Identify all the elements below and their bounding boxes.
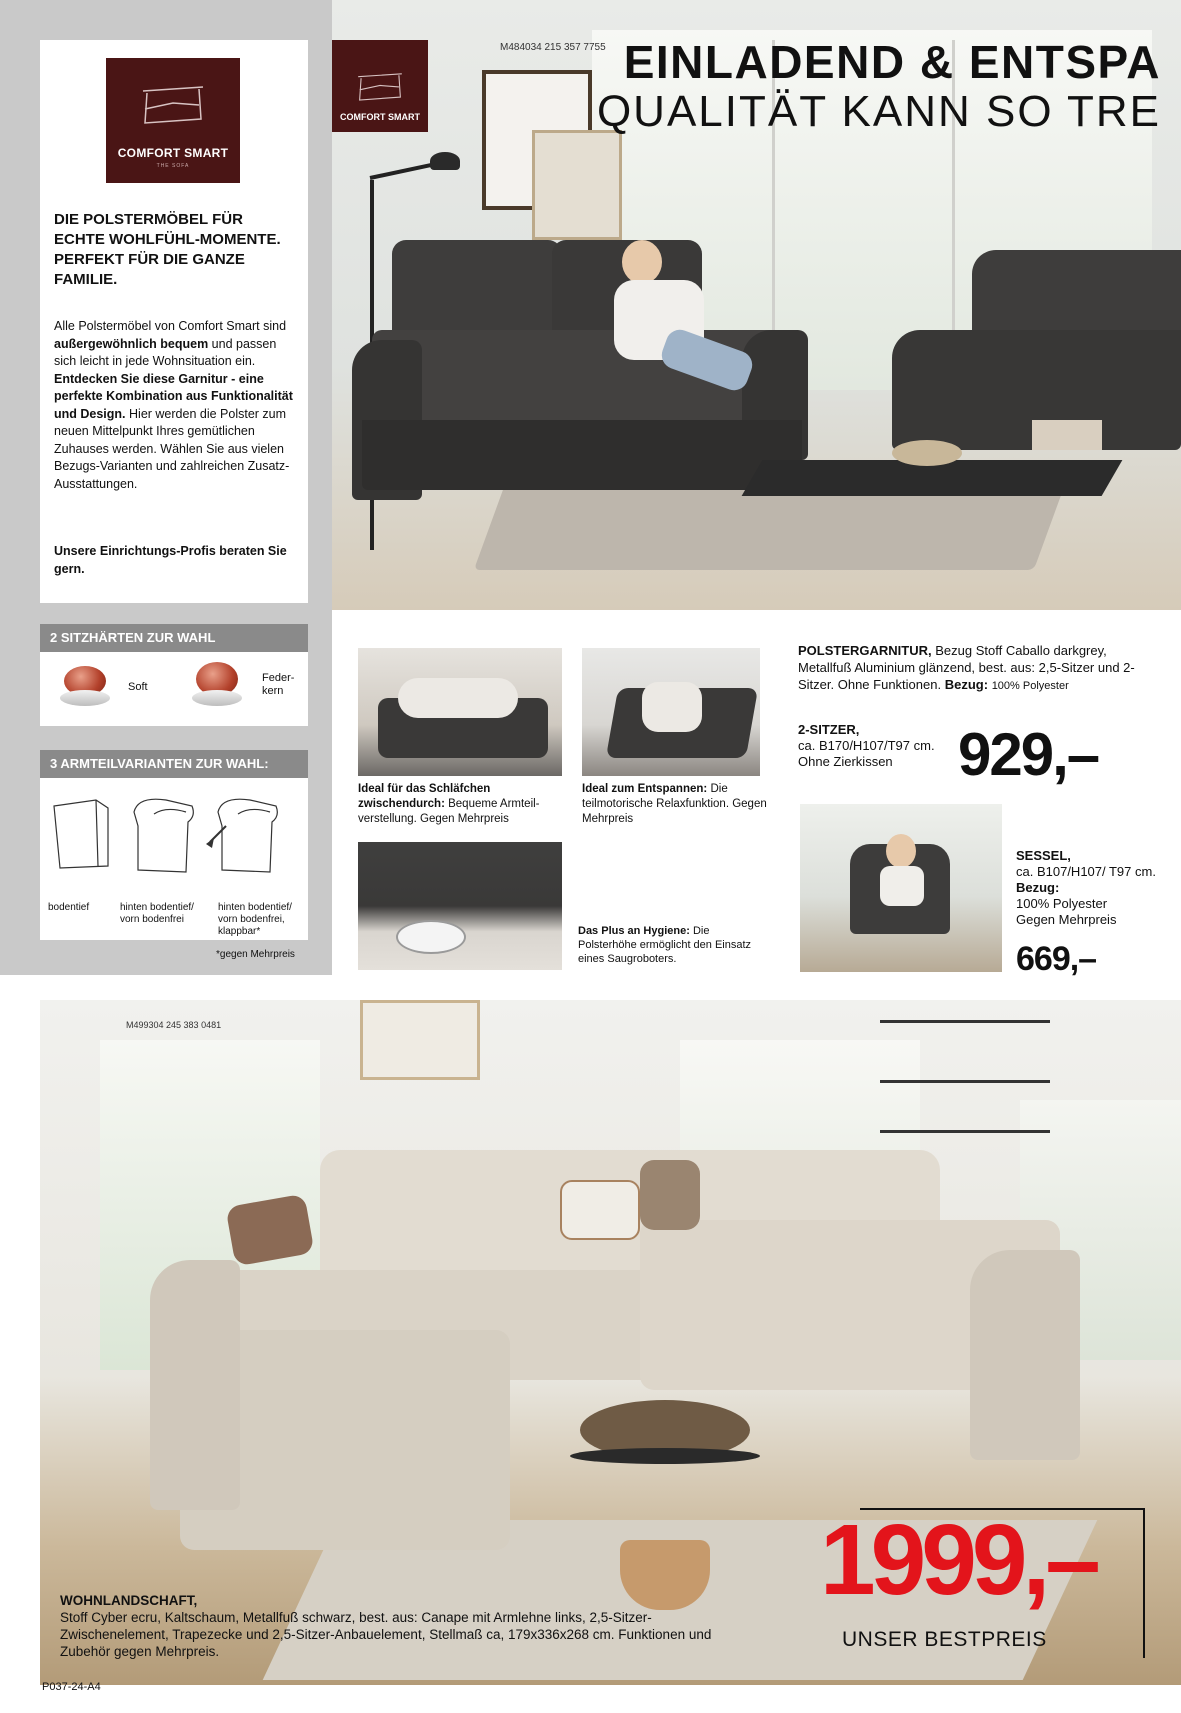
spring-label: Feder-kern	[262, 672, 295, 697]
sofa-logo-icon	[133, 79, 213, 134]
feature-photo-robot	[358, 842, 562, 970]
feature-photo-relax	[582, 648, 760, 776]
comfort-smart-logo	[106, 58, 240, 183]
armrest-options	[40, 778, 308, 940]
armrest-drawings-icon	[46, 786, 302, 876]
intro-cta: Unsere Einrichtungs-Profis beraten Sie gern.	[54, 544, 287, 576]
sitzer-price: 929,–	[958, 721, 1099, 788]
footer-code: P037-24-A4	[42, 1681, 101, 1693]
hero-subtitle: QUALITÄT KANN SO TRE	[596, 87, 1161, 136]
soft-seat-icon	[60, 666, 110, 706]
intro-body: Alle Polstermöbel von Comfort Smart sind außergewöhnlich bequem und passen sich leicht in jede Wohnsituation ein. Entdecken Sie diese Garnitur - eine perfekte Kombination aus Funktionalität und Design. Hier werden die Polster zum neuen Mittelpunkt Ihres gemütlichen Zuhauses werden. Wählen Sie aus vielen Bezugs-Varianten und zahlreichen Zusatz-Ausstattungen.	[54, 319, 293, 491]
intro-box	[40, 40, 308, 603]
wohnlandschaft-article-number: M499304 245 383 0481	[126, 1020, 222, 1030]
hero-brand-logo	[332, 40, 428, 132]
armrest-variant-3: hinten bodentief/ vorn bodenfrei, klappbar*	[218, 902, 292, 937]
sofa-logo-icon	[350, 68, 410, 108]
garnitur-description: POLSTERGARNITUR, Bezug Stoff Caballo darkgrey, Metallfuß Aluminium glänzend, best. aus: 2,5-Sitzer und 2-Sitzer. Ohne Funktionen. Bezug: 100% Polyester	[798, 643, 1135, 692]
feature-photo-nap	[358, 648, 562, 776]
hardness-options	[40, 652, 308, 726]
armrest-note: *gegen Mehrpreis	[216, 949, 295, 960]
armrest-variant-1: bodentief	[48, 902, 90, 913]
spring-seat-icon	[192, 662, 242, 706]
sessel-photo	[800, 804, 1002, 972]
feature-caption-relax: Ideal zum Entspannen: Die teilmotorische Relaxfunktion. Gegen Mehrpreis	[582, 783, 767, 825]
logo-brand: COMFORT SMART	[117, 146, 229, 160]
bestprice-label: UNSER BESTPREIS	[842, 1628, 1047, 1651]
soft-label: Soft	[128, 681, 148, 693]
hero-logo-brand: COMFORT SMART	[340, 112, 420, 122]
sessel-price: 669,–	[1016, 940, 1097, 978]
feature-caption-nap: Ideal für das Schläfchen zwischendurch: Bequeme Armteil-verstellung. Gegen Mehrpreis	[358, 783, 540, 825]
hero-article-number: M484034 215 357 7755	[500, 42, 606, 53]
wohnlandschaft-description: WOHNLANDSCHAFT, Stoff Cyber ecru, Kaltschaum, Metallfuß schwarz, best. aus: Canape mit Armlehne links, 2,5-Sitzer-Zwischenelement, Trapezecke und 2,5-Sitzer-Anbauelement, Stellmaß ca, 179x336x268 cm. Funktionen und Zubehör gegen Mehrpreis.	[60, 1593, 712, 1659]
sitzer-description: 2-SITZER, ca. B170/H107/T97 cm. Ohne Zierkissen	[798, 722, 935, 769]
wohnlandschaft-price: 1999,–	[820, 1504, 1096, 1616]
hero-title: EINLADEND & ENTSPA	[623, 36, 1161, 88]
armrest-variant-2: hinten bodentief/ vorn bodenfrei	[120, 902, 194, 925]
armrest-title: 3 ARMTEILVARIANTEN ZUR WAHL:	[40, 750, 308, 778]
logo-tagline: THE SOFA	[156, 163, 190, 169]
feature-caption-robot: Das Plus an Hygiene: Die Polsterhöhe ermöglicht den Einsatz eines Saugroboters.	[578, 925, 752, 965]
hardness-title: 2 SITZHÄRTEN ZUR WAHL	[40, 624, 308, 652]
sessel-description: SESSEL, ca. B107/H107/ T97 cm. Bezug: 100% Polyester Gegen Mehrpreis	[1016, 848, 1156, 927]
intro-headline: DIE POLSTERMÖBEL FÜR ECHTE WOHLFÜHL-MOMENTE. PERFEKT FÜR DIE GANZE FAMILIE.	[54, 211, 281, 288]
